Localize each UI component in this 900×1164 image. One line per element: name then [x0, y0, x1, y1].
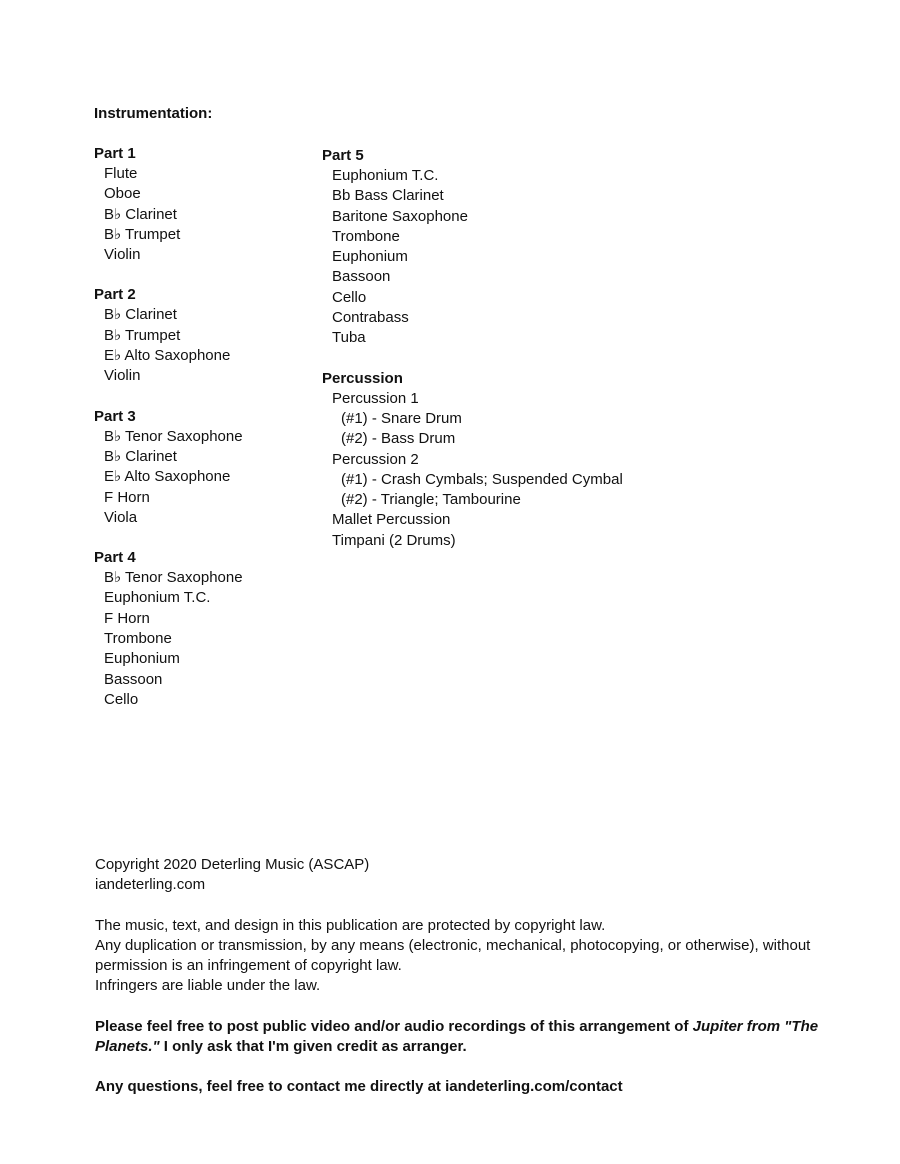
instrument-item: Bassoon: [104, 670, 163, 688]
instrument-item: Percussion 2: [332, 450, 419, 468]
spacer: [95, 896, 835, 916]
part-5-section: [322, 146, 742, 349]
instrument-item: Euphonium: [332, 248, 408, 266]
percussion-section: [322, 369, 742, 551]
part-2-title: Part 2: [94, 286, 136, 304]
part-1-section: [94, 144, 314, 265]
instrument-item: Euphonium: [104, 650, 180, 668]
spacer: [95, 997, 835, 1017]
instrument-item: E♭ Alto Saxophone: [104, 347, 231, 365]
legal-line-3: Infringers are liable under the law.: [95, 977, 321, 995]
website-line: iandeterling.com: [95, 876, 206, 894]
instrument-item: E♭ Alto Saxophone: [104, 468, 231, 486]
instrument-item: Timpani (2 Drums): [332, 531, 456, 549]
instrument-item: Bb Bass Clarinet: [332, 187, 444, 205]
instrument-item: B♭ Clarinet: [104, 205, 177, 223]
part-2-list: [94, 305, 314, 386]
part-5-title: Part 5: [322, 147, 364, 164]
part-4-list: [94, 568, 314, 710]
part-5-list: [322, 166, 742, 349]
instrument-item: B♭ Clarinet: [104, 306, 177, 324]
instrument-item: F Horn: [104, 488, 150, 506]
instrument-item: B♭ Tenor Saxophone: [104, 427, 243, 445]
permission-prefix: Please feel free to post public video and/or audio recordings of this arrangement of: [95, 1017, 693, 1035]
instrument-item: B♭ Trumpet: [104, 225, 181, 243]
part-2-section: [94, 285, 314, 386]
legal-line-2: Any duplication or transmission, by any means (electronic, mechanical, photocopying, or otherwise), without permission is an infringement of copyright law.: [95, 936, 811, 975]
instrument-item: Trombone: [104, 630, 172, 648]
percussion-list: [322, 389, 742, 551]
instrument-item: Flute: [104, 165, 138, 182]
instrument-item: Percussion 1: [332, 389, 419, 407]
part-4-title: Part 4: [94, 549, 136, 567]
instrument-item: Baritone Saxophone: [332, 207, 468, 225]
instrumentation-heading: Instrumentation:: [94, 105, 213, 122]
instrument-item: B♭ Clarinet: [104, 447, 177, 465]
instrument-item: Trombone: [332, 227, 400, 245]
instrument-subitem: (#1) - Snare Drum: [341, 409, 462, 427]
copyright-footer: [95, 855, 835, 1098]
instrument-item: B♭ Trumpet: [104, 326, 181, 344]
instrument-item: Cello: [104, 690, 139, 708]
instrument-item: Violin: [104, 367, 141, 385]
instrument-item: B♭ Tenor Saxophone: [104, 569, 243, 587]
instrument-subitem: (#2) - Triangle; Tambourine: [341, 491, 521, 509]
percussion-title: Percussion: [322, 369, 403, 387]
instrument-item: Cello: [332, 288, 367, 306]
part-3-list: [94, 427, 314, 528]
piece-title: Jupiter from "The Planets.": [95, 1017, 819, 1056]
instrument-item: Oboe: [104, 185, 141, 203]
instrument-item: F Horn: [104, 609, 150, 627]
instrument-item: Euphonium T.C.: [332, 167, 439, 184]
instrument-item: Bassoon: [332, 268, 391, 286]
instrument-item: Viola: [104, 508, 138, 526]
instrument-item: Violin: [104, 246, 141, 264]
copyright-line: Copyright 2020 Deterling Music (ASCAP): [95, 856, 370, 873]
contact-line: Any questions, feel free to contact me directly at iandeterling.com/contact: [95, 1078, 623, 1096]
permission-suffix: I only ask that I'm given credit as arranger.: [159, 1038, 467, 1056]
permission-notice: [95, 1017, 835, 1058]
instrument-item: Contrabass: [332, 309, 409, 327]
instrument-item: Mallet Percussion: [332, 511, 451, 529]
instrument-item: Euphonium T.C.: [104, 589, 211, 607]
instrument-item: Tuba: [332, 329, 366, 347]
legal-line-1: The music, text, and design in this publication are protected by copyright law.: [95, 916, 606, 934]
part-4-section: [94, 548, 314, 710]
instrumentation-right-column: [322, 146, 742, 571]
part-1-title: Part 1: [94, 145, 136, 162]
part-3-section: [94, 407, 314, 528]
instrumentation-left-column: [94, 144, 314, 730]
part-1-list: [94, 164, 314, 265]
instrument-subitem: (#1) - Crash Cymbals; Suspended Cymbal: [341, 470, 623, 488]
instrument-subitem: (#2) - Bass Drum: [341, 430, 456, 448]
part-3-title: Part 3: [94, 407, 136, 425]
spacer: [95, 1057, 835, 1077]
